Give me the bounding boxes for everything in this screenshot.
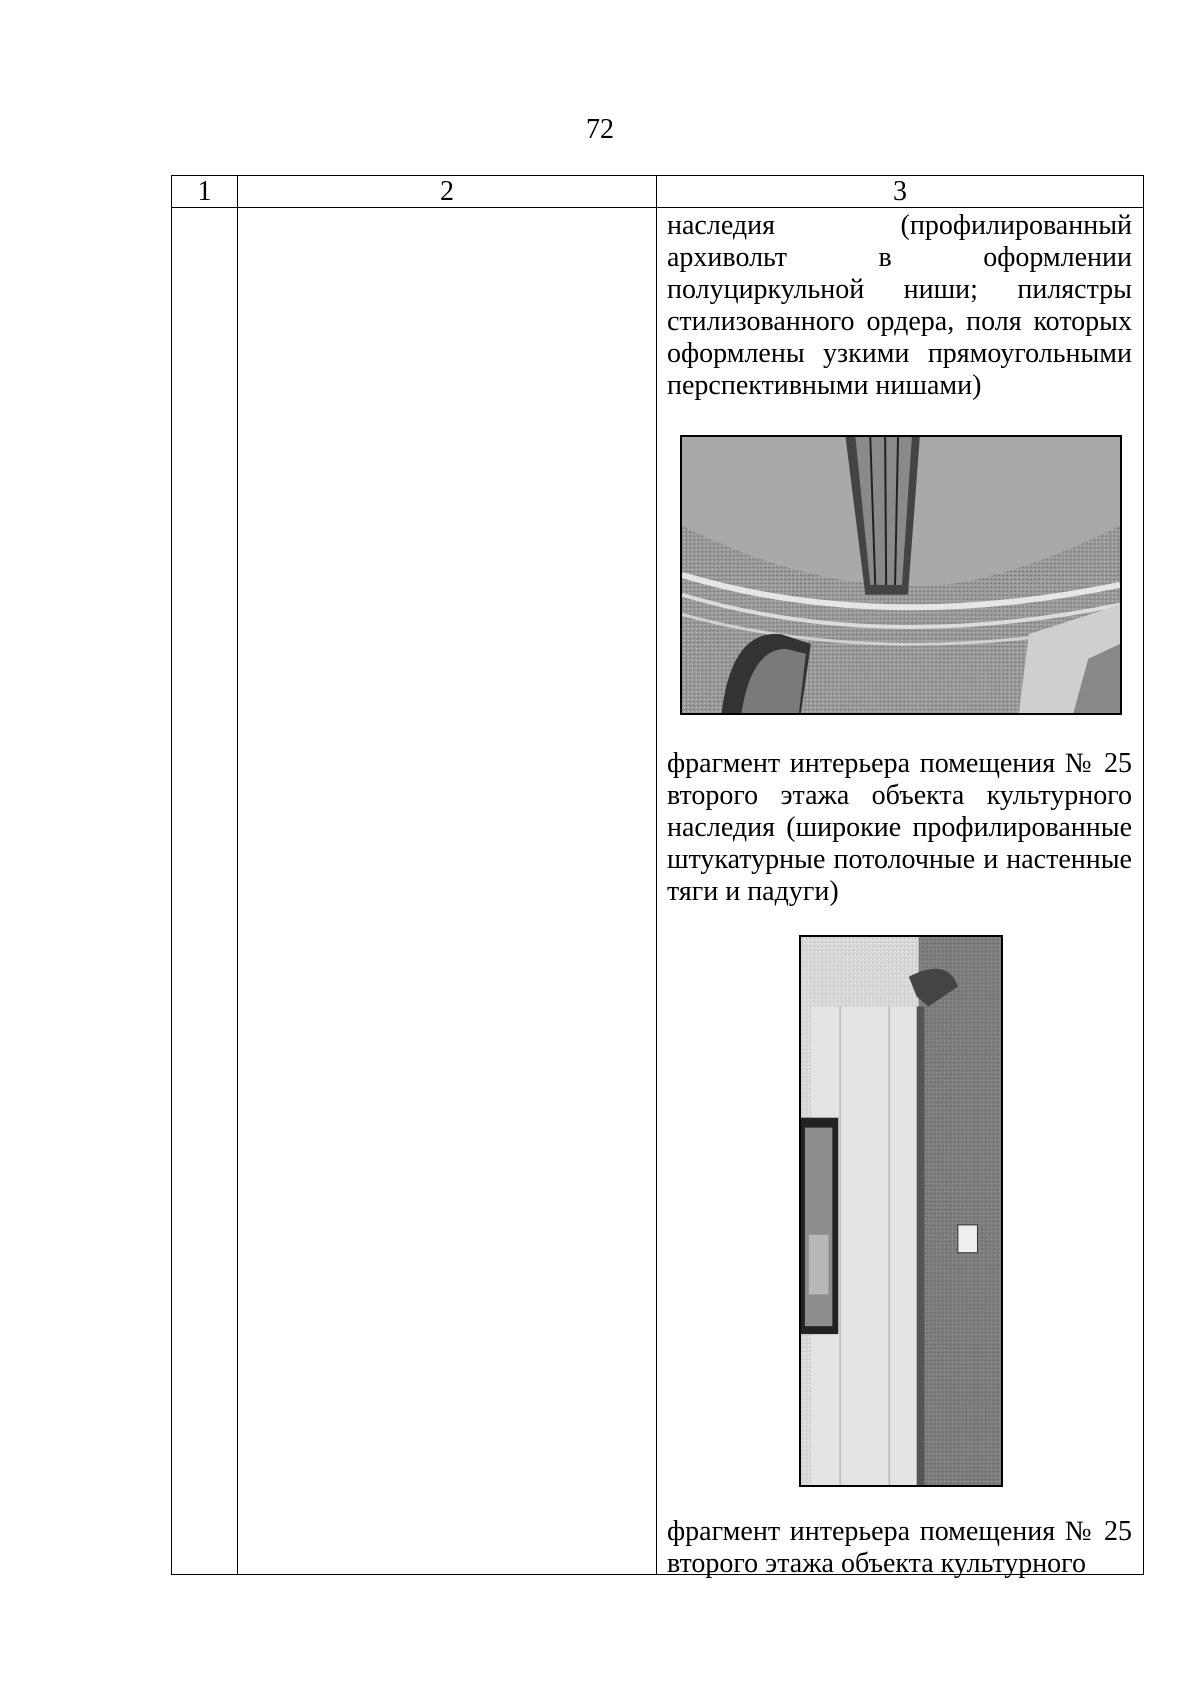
ceiling-cornice-photo <box>680 435 1122 715</box>
cell-col-3 <box>657 208 1144 1579</box>
cell-col-2 <box>238 208 657 1575</box>
header-col-2: 2 <box>238 176 657 208</box>
caption-photo-2: фрагмент интерьера помещения № 25 второго этажа объекта культурного <box>667 1516 1132 1579</box>
cell-col-1 <box>172 208 238 1575</box>
document-table <box>171 175 1144 1579</box>
header-col-1: 1 <box>172 176 238 208</box>
paragraph-heritage-description: наследия (профилированный архивольт в оформлении полуциркульной ниши; пилястры стилизованного ордера, поля которых оформлены узкими прямоугольными перспективными нишами) <box>667 210 1132 401</box>
page-number: 72 <box>586 114 614 145</box>
table-row <box>172 208 1144 1575</box>
header-col-3: 3 <box>657 176 1144 208</box>
table-header-row <box>172 176 1144 208</box>
caption-photo-1: фрагмент интерьера помещения № 25 второго этажа объекта культурного наследия (широкие профилированные штукатурные потолочные и настенные тяги и падуги) <box>667 748 1132 907</box>
pilaster-photo <box>799 935 1003 1487</box>
